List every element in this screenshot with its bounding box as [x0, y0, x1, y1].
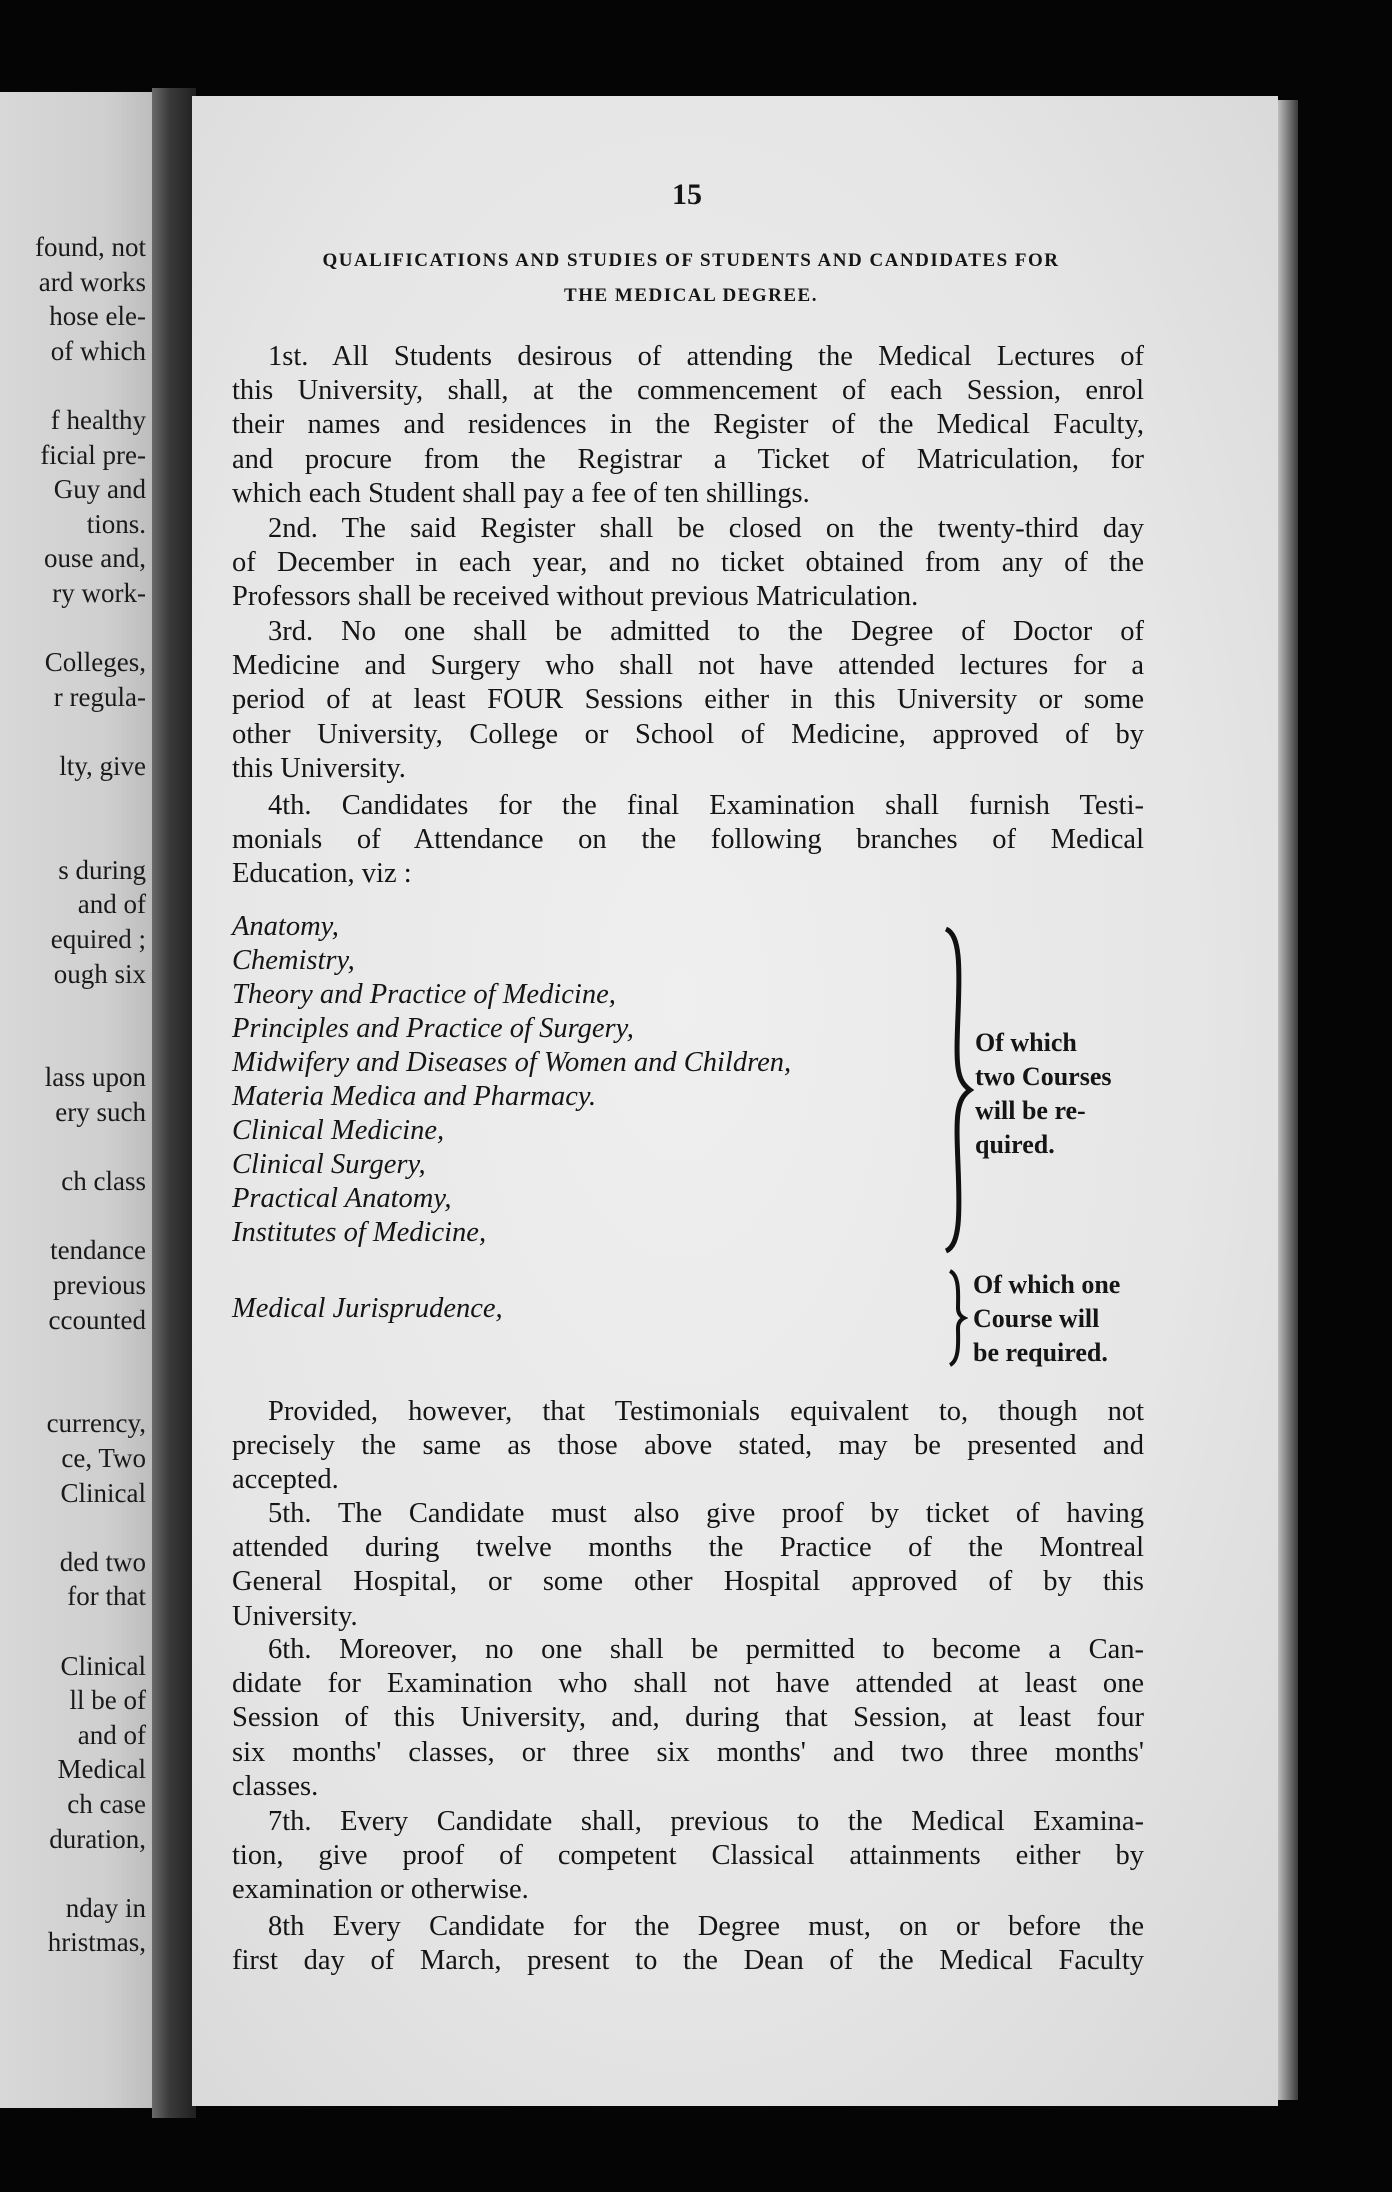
left-page-line: Clinical	[60, 1477, 146, 1508]
course-list	[232, 910, 791, 1250]
left-page-line: ccounted	[48, 1304, 146, 1335]
course-item: Anatomy,	[232, 911, 339, 942]
left-page-line: f healthy	[50, 405, 146, 435]
left-page-line: ard works	[38, 266, 146, 297]
left-page-line: ch class	[61, 1166, 146, 1197]
section-heading-line1: QUALIFICATIONS AND STUDIES OF STUDENTS AND CANDIDATES FOR	[322, 250, 1060, 271]
course-item: Clinical Surgery,	[232, 1149, 426, 1180]
left-page-line: ough six	[53, 958, 146, 989]
left-page-line: and of	[77, 1719, 146, 1750]
text-line: Medicine and Surgery who shall not have attended lectures for a	[232, 650, 1144, 682]
left-page-line: ll be of	[69, 1685, 146, 1716]
book-gutter	[152, 88, 196, 2118]
text-line: Provided, however, that Testimonials equivalent to, though not	[268, 1396, 1144, 1427]
left-page-line: hristmas,	[47, 1927, 146, 1958]
left-page-line: s during	[58, 854, 146, 885]
left-page-line: ry work-	[52, 578, 146, 608]
course-item: Midwifery and Diseases of Women and Children,	[232, 1047, 792, 1078]
left-page-line: Colleges,	[44, 647, 146, 678]
left-page-line: of which	[50, 335, 146, 366]
left-page-line: Clinical	[60, 1650, 146, 1681]
brace-note-one-course: Of which one Course will be required.	[973, 1270, 1121, 1367]
left-page-line: tions.	[86, 508, 146, 539]
left-page-line: ce, Two	[61, 1443, 146, 1473]
paragraph-3rd	[232, 615, 1144, 786]
course-item: Materia Medica and Pharmacy.	[232, 1081, 597, 1112]
left-page-line: previous	[53, 1270, 146, 1300]
page-edge-shadow	[1278, 100, 1298, 2100]
course-item: Chemistry,	[232, 945, 355, 976]
text-line: 5th. The Candidate must also give proof by ticket of having	[268, 1498, 1144, 1529]
text-line: classes.	[232, 1770, 319, 1802]
paragraph-7th	[232, 1805, 1144, 1908]
text-line: which each Student shall pay a fee of ten shillings.	[232, 477, 810, 509]
course-item-last: Medical Jurisprudence,	[232, 1293, 503, 1324]
text-line: 1st. All Students desirous of attending the Medical Lectures of	[268, 341, 1144, 372]
left-page-line: Guy and	[53, 474, 146, 505]
paragraph-8th	[232, 1910, 1144, 1978]
left-page-line: duration,	[49, 1823, 146, 1854]
text-line: 7th. Every Candidate shall, previous to the Medical Examina-	[268, 1806, 1144, 1837]
paragraph-2nd	[232, 512, 1144, 615]
left-page-line: currency,	[46, 1408, 146, 1439]
left-page-line: ficial pre-	[40, 439, 146, 470]
text-line: examination or otherwise.	[232, 1874, 529, 1906]
text-line: General Hospital, or some other Hospital approved of by this	[232, 1566, 1144, 1598]
left-page-line: ded two	[59, 1546, 146, 1577]
brace-note-two-courses: Of which two Courses will be re- quired.	[975, 1028, 1112, 1159]
course-item: Principles and Practice of Surgery,	[232, 1013, 634, 1044]
text-line: attended during twelve months the Practice of the Montreal	[232, 1532, 1144, 1564]
paragraph-6th	[232, 1633, 1144, 1804]
paragraph-5th	[232, 1497, 1144, 1634]
text-line: six months' classes, or three six months' and two three months'	[232, 1736, 1144, 1768]
left-page-line: for that	[67, 1581, 146, 1612]
paragraph-4th	[232, 789, 1144, 892]
left-page-line: lty, give	[59, 751, 146, 781]
text-line: monials of Attendance on the following branches of Medical	[232, 824, 1144, 856]
brace-icon-small	[944, 1268, 968, 1368]
text-line: 6th. Moreover, no one shall be permitted to become a Can-	[268, 1634, 1144, 1665]
left-page-line: ch case	[67, 1789, 146, 1819]
text-line: their names and residences in the Register of the Medical Faculty,	[232, 409, 1144, 441]
course-item: Institutes of Medicine,	[232, 1217, 487, 1248]
text-line: period of at least FOUR Sessions either in this University or some	[232, 684, 1144, 716]
text-line: precisely the same as those above stated, may be presented and	[232, 1430, 1144, 1462]
text-line: tion, give proof of competent Classical attainments either by	[232, 1840, 1144, 1872]
left-page-line: ouse and,	[44, 543, 146, 574]
text-line: of December in each year, and no ticket obtained from any of the	[232, 547, 1144, 579]
text-line: Session of this University, and, during that Session, at least four	[232, 1702, 1144, 1734]
left-page-line: nday in	[65, 1892, 146, 1923]
paragraph-provided	[232, 1395, 1144, 1498]
text-line: Professors shall be received without previous Matriculation.	[232, 581, 919, 613]
left-page-line: hose ele-	[49, 301, 146, 332]
text-line: Education, viz :	[232, 858, 412, 890]
course-item: Practical Anatomy,	[232, 1183, 452, 1214]
section-heading-line2: THE MEDICAL DEGREE.	[564, 285, 818, 306]
text-line: 4th. Candidates for the final Examination shall furnish Testi-	[268, 790, 1144, 821]
text-line: University.	[232, 1600, 358, 1632]
text-line: 8th Every Candidate for the Degree must, on or before the	[268, 1911, 1144, 1942]
text-line: and procure from the Registrar a Ticket of Matriculation, for	[232, 443, 1144, 475]
left-page-line: tendance	[50, 1235, 146, 1266]
text-line: first day of March, present to the Dean of the Medical Faculty	[232, 1945, 1144, 1977]
text-line: other University, College or School of Medicine, approved of by	[232, 718, 1144, 750]
left-page-fragment	[0, 92, 152, 2108]
left-page-line: lass upon	[44, 1062, 146, 1093]
left-page-line: and of	[77, 889, 146, 920]
course-item: Theory and Practice of Medicine,	[232, 979, 616, 1010]
brace-icon	[938, 925, 978, 1255]
text-line: accepted.	[232, 1464, 339, 1496]
paragraph-1st	[232, 340, 1144, 511]
text-line: 3rd. No one shall be admitted to the Degree of Doctor of	[268, 616, 1144, 647]
left-page-line: found, not	[35, 232, 146, 262]
text-line: this University, shall, at the commencement of each Session, enrol	[232, 375, 1144, 407]
left-page-line: Medical	[57, 1754, 146, 1785]
left-page-line: equired ;	[50, 924, 146, 954]
left-page-line: r regula-	[53, 681, 146, 712]
text-line: didate for Examination who shall not have attended at least one	[232, 1668, 1144, 1700]
left-page-line: ery such	[55, 1097, 146, 1127]
text-line: this University.	[232, 752, 406, 784]
course-item: Clinical Medicine,	[232, 1115, 445, 1146]
text-line: 2nd. The said Register shall be closed on the twenty-third day	[268, 513, 1144, 544]
page-number: 15	[672, 178, 702, 211]
